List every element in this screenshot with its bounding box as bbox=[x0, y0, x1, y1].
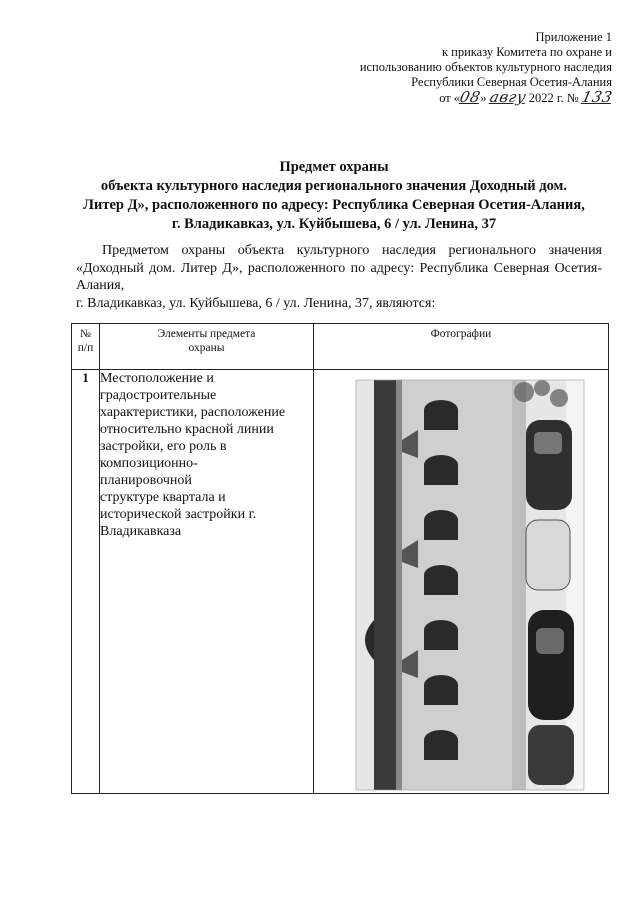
description-line: застройки, его роль в bbox=[100, 439, 227, 454]
appendix-line: Республики Северная Осетия-Алания bbox=[411, 75, 612, 89]
header-text: Элементы предмета bbox=[157, 328, 256, 340]
description-line: относительно красной линии bbox=[100, 422, 274, 437]
title-line: Литер Д», расположенного по адресу: Республика Северная Осетия-Алания, bbox=[83, 197, 585, 213]
header-text: п/п bbox=[77, 342, 94, 354]
handwritten-order-number: 133 bbox=[580, 88, 615, 106]
description-line: Местоположение и bbox=[100, 371, 214, 386]
handwritten-month: авгу bbox=[487, 88, 528, 106]
title-line: Предмет охраны bbox=[279, 159, 389, 175]
date-suffix: 2022 г. № bbox=[525, 91, 579, 105]
intro-text: Предметом охраны объекта культурного наследия регионального значения «Доходный дом. Литер Д», расположенного по адресу: Республика Северная Осетия-Алания, bbox=[76, 243, 602, 293]
photo-cornice bbox=[396, 380, 402, 790]
appendix-line: использованию объектов культурного наследия bbox=[359, 60, 612, 74]
intro-paragraph bbox=[76, 242, 602, 312]
header-elements bbox=[100, 324, 314, 370]
header-text: Фотографии bbox=[430, 328, 492, 340]
intro-text: г. Владикавказ, ул. Куйбышева, 6 / ул. Ленина, 37, являются: bbox=[76, 295, 436, 311]
document-title bbox=[60, 158, 608, 234]
title-line: г. Владикавказ, ул. Куйбышева, 6 / ул. Ленина, 37 bbox=[171, 216, 497, 232]
title-line: объекта культурного наследия регионального значения Доходный дом. bbox=[100, 178, 568, 194]
table-header-row bbox=[72, 324, 609, 370]
description-line: композиционно- bbox=[100, 456, 198, 471]
header-text: охраны bbox=[188, 342, 225, 354]
description-line: исторической застройки г. bbox=[100, 507, 257, 522]
row-description bbox=[100, 370, 314, 794]
photo-roof-edge bbox=[374, 380, 396, 790]
appendix-line: Приложение 1 bbox=[535, 30, 612, 44]
row-number: 1 bbox=[72, 370, 100, 794]
appendix-line: к приказу Комитета по охране и bbox=[441, 45, 612, 59]
description-line: структуре квартала и bbox=[100, 490, 226, 505]
protection-table bbox=[71, 323, 609, 794]
header-number bbox=[72, 324, 100, 370]
header-photos bbox=[314, 324, 609, 370]
date-mid: » bbox=[480, 91, 490, 105]
handwritten-day: 08 bbox=[458, 88, 483, 106]
description-line: планировочной bbox=[100, 473, 192, 488]
description-line: градостроительные bbox=[100, 388, 217, 403]
table-row bbox=[72, 370, 609, 794]
order-date-line bbox=[360, 88, 615, 106]
building-photo bbox=[314, 370, 609, 798]
appendix-header bbox=[359, 30, 615, 106]
date-prefix: от « bbox=[439, 91, 461, 105]
header-text: № bbox=[80, 328, 91, 340]
description-line: Владикавказа bbox=[100, 524, 182, 539]
photo-sidewalk bbox=[512, 380, 526, 790]
description-line: характеристики, расположение bbox=[100, 405, 286, 420]
row-photo-cell bbox=[314, 370, 609, 794]
